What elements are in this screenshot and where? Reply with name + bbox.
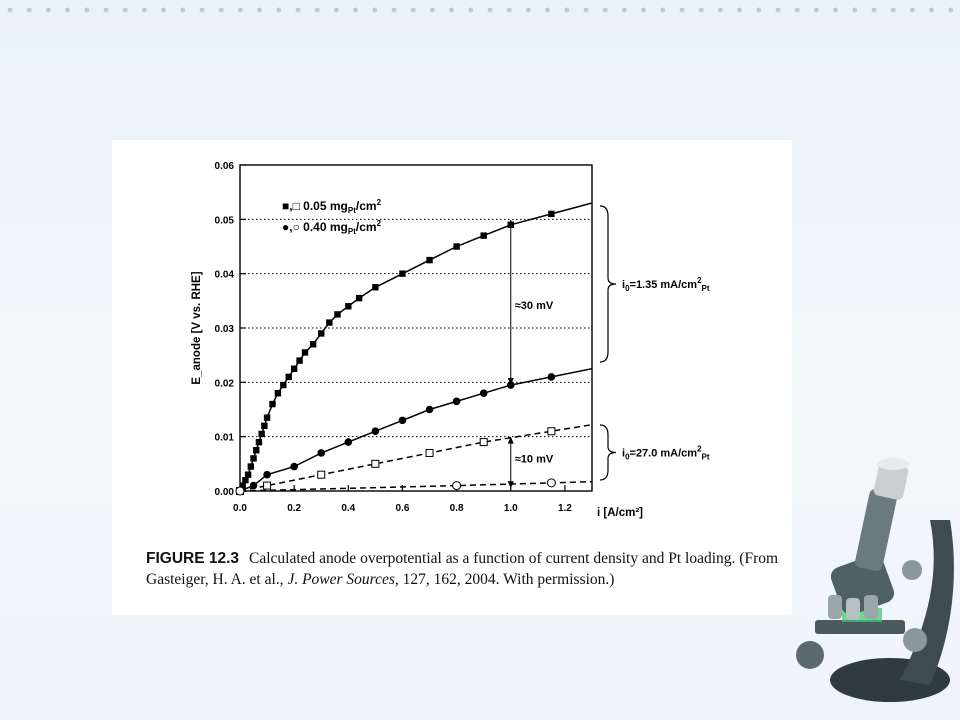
data-point-open-circle [547,479,555,487]
border-dot [891,8,896,13]
data-point-filled-square [296,357,302,363]
x-tick-label: 0.8 [449,503,464,514]
microscope-illustration [780,450,960,720]
border-dot [257,8,262,13]
border-dot [929,8,934,13]
border-dot [603,8,608,13]
border-dot [833,8,838,13]
border-dot [392,8,397,13]
x-axis-label: i [A/cm²] [597,507,643,519]
data-point-filled-circle [453,398,461,406]
data-point-filled-square [250,455,256,461]
border-dot [123,8,128,13]
brace-upper [600,206,616,362]
border-dot [641,8,646,13]
border-dot [46,8,51,13]
data-point-filled-square [548,211,554,217]
data-point-filled-square [310,341,316,347]
border-dot [84,8,89,13]
caption-citation: , 127, 162, 2004. With permission.) [394,571,615,588]
data-point-filled-square [356,295,362,301]
legend-entry: ■,□ 0.05 $mg_{Pt}/cm^2$ [282,198,382,215]
border-dot [65,8,70,13]
data-point-open-square [426,449,433,456]
border-dot [660,8,665,13]
border-dot [622,8,627,13]
border-dot [8,8,13,13]
x-tick-label: 0.4 [341,503,356,514]
data-point-filled-square [253,447,259,453]
border-dot [564,8,569,13]
border-dot [238,8,243,13]
figure-caption [146,548,786,590]
border-dot [334,8,339,13]
delta-10mv-label: ≈10 mV [514,453,554,466]
border-dot [756,8,761,13]
y-tick-label: 0.04 [214,269,234,281]
border-dot [353,8,358,13]
data-point-filled-square [345,303,351,309]
data-point-filled-circle [290,463,298,471]
x-tick-label: 1.2 [557,503,572,514]
border-dot [27,8,32,13]
border-dot [430,8,435,13]
data-point-filled-circle [426,406,434,414]
y-tick-label: 0.03 [214,324,234,335]
data-point-filled-square [326,319,332,325]
data-point-filled-square [480,232,486,238]
border-dot [680,8,685,13]
x-tick-label: 0.0 [233,503,247,514]
series-0-line [240,203,592,491]
border-dot [584,8,589,13]
border-dot [872,8,877,13]
y-tick-label: 0.01 [214,432,234,444]
data-point-open-circle [453,482,461,490]
data-point-filled-square [248,463,254,469]
border-dot [468,8,473,13]
data-point-open-square [548,428,555,435]
x-tick-label: 1.0 [503,503,518,514]
x-tick-label: 0.2 [287,503,302,514]
series-1-line [240,369,592,491]
border-dot [142,8,147,13]
data-point-filled-square [256,439,262,445]
border-dot [219,8,224,13]
data-point-filled-square [245,472,251,478]
y-tick-label: 0.02 [214,378,234,390]
caption-text: Calculated anode overpotential as a function of current density and Pt loading. (From Gasteiger, H. A. et al., [146,550,779,588]
data-point-filled-square [302,349,308,355]
border-dot [852,8,857,13]
series-3-line [240,482,592,491]
data-point-filled-circle [372,427,380,435]
arrow-10mv-head-down [508,481,514,488]
border-dot [910,8,915,13]
data-point-open-square [480,439,487,446]
border-dot [276,8,281,13]
data-point-filled-square [318,330,324,336]
border-dot [104,8,109,13]
data-point-filled-square [280,382,286,388]
data-point-filled-square [261,423,267,429]
border-dot [718,8,723,13]
data-point-filled-circle [317,449,325,457]
border-dot [814,8,819,13]
data-point-filled-square [275,390,281,396]
border-dot [545,8,550,13]
x-tick-label: 0.6 [395,503,410,514]
data-point-filled-square [334,311,340,317]
data-point-open-square [372,460,379,467]
border-dot [526,8,531,13]
border-dot [737,8,742,13]
decorative-dot-border [0,0,960,24]
data-point-filled-square [453,243,459,249]
border-dot [315,8,320,13]
border-dot [296,8,301,13]
y-axis-label: E_anode [V vs. RHE] [191,271,203,385]
data-point-filled-circle [399,417,407,425]
i0-upper-label: $i_0=1.35$ $mA/cm^2_{Pt}$ [622,276,710,293]
border-dot [795,8,800,13]
i0-lower-label: $i_0=27.0$ $mA/cm^2_{Pt}$ [622,444,710,462]
border-dot [449,8,454,13]
data-point-filled-square [286,374,292,380]
data-point-filled-square [372,284,378,290]
border-dot [488,8,493,13]
data-point-filled-square [264,414,270,420]
figure-panel [112,140,792,615]
y-tick-label: 0.05 [214,215,234,227]
border-dot [776,8,781,13]
data-point-filled-circle [263,471,271,479]
border-dot [411,8,416,13]
border-dot [372,8,377,13]
figure-label: FIGURE 12.3 [146,550,240,567]
legend-entry: ●,○ 0.40 $mg_{Pt}/cm^2$ [282,219,382,236]
border-dot [180,8,185,13]
border-dot [200,8,205,13]
border-dot [507,8,512,13]
data-point-filled-circle [480,389,488,397]
y-tick-label: 0.06 [214,161,234,172]
data-point-filled-square [426,257,432,263]
data-point-filled-square [291,366,297,372]
y-tick-label: 0.00 [214,487,234,498]
data-point-filled-square [399,270,405,276]
data-point-filled-square [258,431,264,437]
border-dot [948,8,953,13]
caption-journal: J. Power Sources [287,571,395,588]
delta-30mv-label: ≈30 mV [514,299,554,312]
data-point-filled-square [269,401,275,407]
data-point-open-circle [236,487,244,495]
brace-lower [600,425,616,480]
data-point-open-square [318,471,325,478]
border-dot [161,8,166,13]
data-point-open-square [264,482,271,489]
anode-overpotential-chart [112,140,792,540]
border-dot [699,8,704,13]
data-point-filled-circle [345,438,353,446]
data-point-filled-circle [548,373,556,381]
